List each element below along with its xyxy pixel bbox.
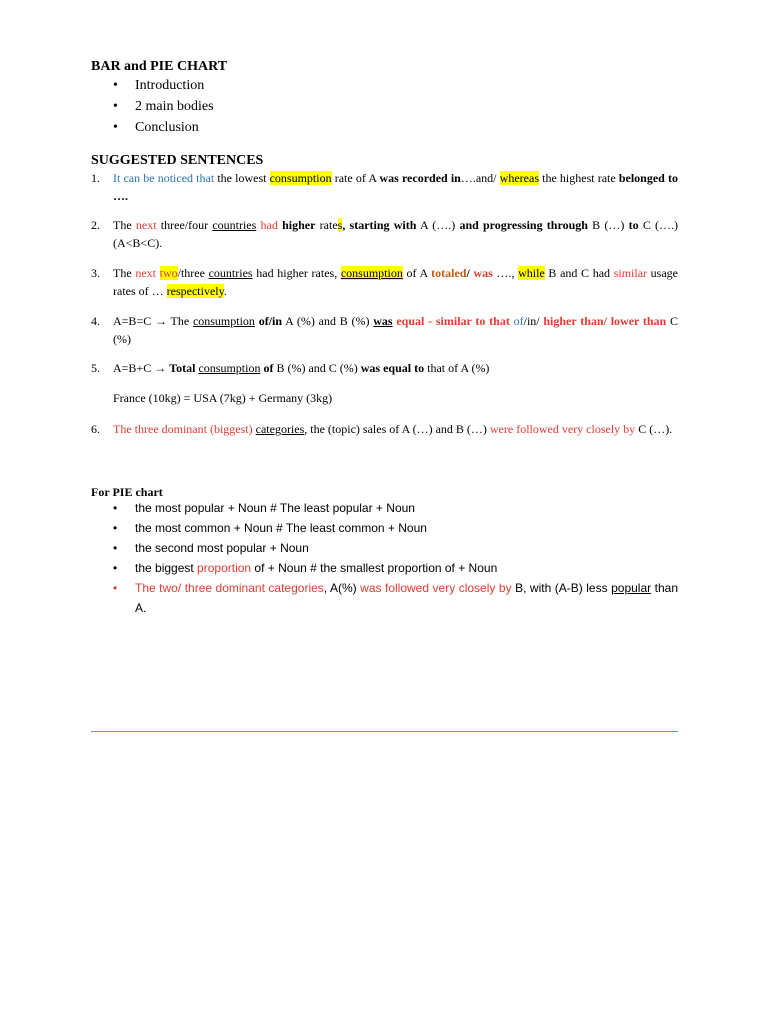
pie-section-title: For PIE chart — [91, 485, 163, 499]
section-heading: SUGGESTED SENTENCES — [91, 153, 264, 168]
sentence-5: 5. A=B+C → Total consumption of B (%) and C (%) was equal to that of A (%) — [91, 361, 490, 375]
pie-item: • the most popular + Noun # The least popular + Noun — [113, 498, 678, 518]
bullet-icon: • — [113, 561, 118, 575]
sentence-4: 4. A=B=C → The consumption of/in A (%) and B (%) was equal - similar to that of/in/ higher than/ lower than C (%) — [91, 314, 678, 346]
outline-item: • 2 main bodies — [113, 99, 214, 114]
bullet-icon: • — [113, 521, 118, 535]
sentence-6: 6. The three dominant (biggest) categories, the (topic) sales of A (…) and B (…) were followed very closely by C (…). — [91, 422, 673, 436]
sentence-1: 1. It can be noticed that the lowest consumption rate of A was recorded in….and/ whereas the highest rate belonged to …. — [91, 171, 678, 203]
sentence-2: 2. The next three/four countries had higher rates, starting with A (….) and progressing through B (…) to C (….) (A<B<C). — [91, 218, 679, 250]
bullet-icon: • — [113, 99, 118, 114]
outline-item: • Conclusion — [113, 120, 199, 135]
pie-item: • the second most popular + Noun — [113, 538, 678, 558]
sentence-5-example: France (10kg) = USA (7kg) + Germany (3kg) — [113, 391, 333, 405]
bullet-icon: • — [113, 501, 118, 515]
pie-item: • The two/ three dominant categories, A(%) was followed very closely by B, with (A-B) less popular than A. — [113, 578, 678, 618]
horizontal-rule — [91, 731, 678, 732]
bullet-icon: • — [113, 78, 118, 93]
bullet-icon: • — [113, 581, 118, 595]
page-title: BAR and PIE CHART — [91, 59, 228, 74]
bullet-icon: • — [113, 120, 118, 135]
outline-item: • Introduction — [113, 78, 205, 93]
pie-item: • the biggest proportion of + Noun # the smallest proportion of + Noun — [113, 558, 678, 578]
bullet-icon: • — [113, 541, 118, 555]
sentence-3: 3. The next two/three countries had higher rates, consumption of A totaled/ was …., while B and C had similar usage rates of … respectively. — [91, 266, 679, 298]
pie-item: • the most common + Noun # The least common + Noun — [113, 518, 678, 538]
